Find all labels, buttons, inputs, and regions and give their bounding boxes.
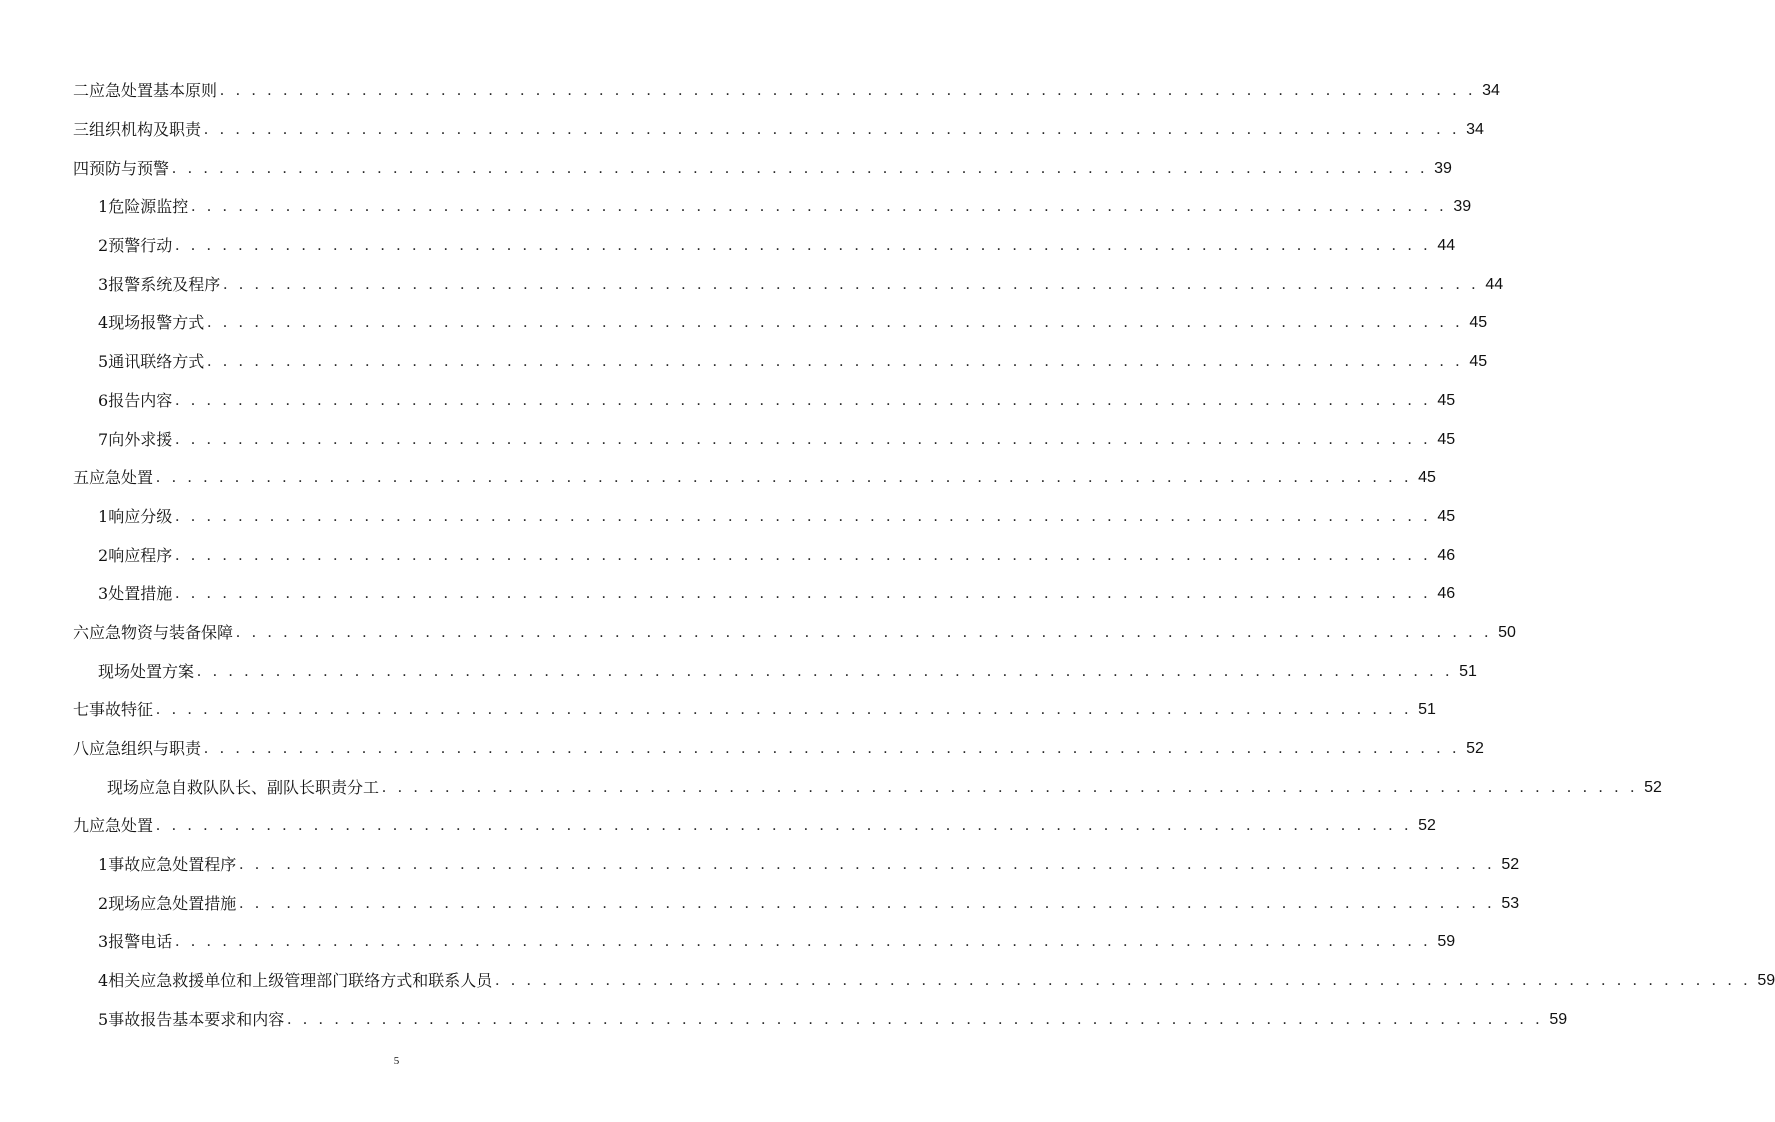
toc-entry-page: 59	[1549, 1010, 1568, 1028]
toc-entry-page: 46	[1437, 546, 1456, 564]
toc-entry-page: 51	[1418, 701, 1436, 719]
toc-entry-number: 1	[98, 506, 109, 526]
toc-entry-title: 报警电话	[108, 932, 173, 952]
dot-leader: . . . . . . . . . . . . . . . . . . . . . . . . . . . . . . . . . . . . . . . . . . . . . . . . . . . . . . . . . . . . . . . . . . . . . . . . . . . . . . . .	[175, 391, 1432, 409]
dot-leader: . . . . . . . . . . . . . . . . . . . . . . . . . . . . . . . . . . . . . . . . . . . . . . . . . . . . . . . . . . . . . . . . . . . . . . . . . . . . . . . .	[175, 507, 1432, 525]
toc-entry-page: 50	[1498, 623, 1516, 641]
toc-entry-page: 45	[1469, 314, 1488, 332]
toc-entry[interactable]	[0, 1001, 1568, 1040]
toc-entry-title: 应急物资与装备保障	[89, 622, 234, 642]
toc-entry-title: 危险源监控	[108, 197, 189, 217]
toc-entry-title: 相关应急救援单位和上级管理部门联络方式和联系人员	[108, 971, 493, 991]
page-number: 5	[393, 1055, 400, 1067]
toc-entry-title: 报告内容	[108, 390, 173, 410]
toc-entry[interactable]	[0, 459, 1436, 498]
toc-entry-title: 事故报告基本要求和内容	[108, 1009, 285, 1029]
toc-entry-page: 45	[1418, 469, 1436, 487]
dot-leader: . . . . . . . . . . . . . . . . . . . . . . . . . . . . . . . . . . . . . . . . . . . . . . . . . . . . . . . . . . . . . . . . . . . . . . . . . . . . . . . .	[207, 353, 1464, 371]
toc-entry-page: 44	[1437, 237, 1456, 255]
toc-entry-title: 应急处置基本原则	[89, 81, 218, 101]
toc-entry[interactable]	[0, 691, 1436, 730]
toc-entry-page: 59	[1757, 972, 1775, 990]
toc-entry[interactable]	[0, 382, 1456, 421]
toc-entry-number: 二	[73, 81, 90, 101]
toc-entry-page: 39	[1434, 159, 1452, 177]
dot-leader: . . . . . . . . . . . . . . . . . . . . . . . . . . . . . . . . . . . . . . . . . . . . . . . . . . . . . . . . . . . . . . . . . . . . . . . . . . . . . . . .	[223, 275, 1480, 293]
toc-entry-title: 应急组织与职责	[89, 739, 202, 759]
toc-entry-title: 组织机构及职责	[89, 120, 202, 140]
dot-leader: . . . . . . . . . . . . . . . . . . . . . . . . . . . . . . . . . . . . . . . . . . . . . . . . . . . . . . . . . . . . . . . . . . . . . . . . . . . . . . . .	[197, 662, 1454, 680]
toc-entry-title: 事故特征	[89, 700, 154, 720]
toc-entry-title: 应急处置	[89, 468, 154, 488]
toc-entry-page: 45	[1437, 430, 1456, 448]
toc-entry-number: 3	[98, 274, 109, 294]
dot-leader: . . . . . . . . . . . . . . . . . . . . . . . . . . . . . . . . . . . . . . . . . . . . . . . . . . . . . . . . . . . . . . . . . . . . . . . . . . . . . . . .	[207, 314, 1464, 332]
toc-entry-page: 51	[1459, 662, 1477, 680]
toc-entry-page: 52	[1418, 817, 1436, 835]
toc-entry-title: 现场处置方案	[98, 661, 195, 681]
toc-entry[interactable]	[0, 807, 1436, 846]
toc-entry-number: 2	[98, 893, 109, 913]
dot-leader: . . . . . . . . . . . . . . . . . . . . . . . . . . . . . . . . . . . . . . . . . . . . . . . . . . . . . . . . . . . . . . . . . . . . . . . . . . . . . . . .	[191, 198, 1448, 216]
toc-entry-number: 1	[98, 855, 109, 875]
toc-entry-page: 45	[1437, 507, 1456, 525]
toc-entry[interactable]	[0, 227, 1456, 266]
toc-entry-number: 2	[98, 545, 109, 565]
toc-entry[interactable]	[0, 884, 1520, 923]
toc-entry[interactable]	[0, 188, 1472, 227]
toc-entry-number: 七	[73, 700, 90, 720]
toc-entry-title: 事故应急处置程序	[108, 855, 237, 875]
dot-leader: . . . . . . . . . . . . . . . . . . . . . . . . . . . . . . . . . . . . . . . . . . . . . . . . . . . . . . . . . . . . . . . . . . . . . . . . . . . . . . . .	[204, 740, 1461, 758]
toc-entry-number: 3	[98, 584, 109, 604]
toc-entry-page: 34	[1466, 121, 1484, 139]
toc-entry-number: 四	[73, 158, 90, 178]
toc-entry[interactable]	[0, 962, 1775, 1001]
toc-entry[interactable]	[0, 498, 1456, 537]
toc-entry-page: 52	[1501, 856, 1520, 874]
toc-entry-title: 响应程序	[108, 545, 173, 565]
toc-entry-page: 46	[1437, 585, 1456, 603]
toc-entry-number: 三	[73, 120, 90, 140]
toc-entry[interactable]	[0, 149, 1452, 188]
toc-entry-number: 六	[73, 622, 90, 642]
dot-leader: . . . . . . . . . . . . . . . . . . . . . . . . . . . . . . . . . . . . . . . . . . . . . . . . . . . . . . . . . . . . . . . . . . . . . . . . . . . . . . . .	[220, 82, 1477, 100]
toc-entry-title: 现场应急处置措施	[108, 893, 237, 913]
toc-entry-page: 34	[1482, 82, 1500, 100]
toc-entry-number: 八	[73, 739, 90, 759]
toc-entry[interactable]	[0, 420, 1456, 459]
toc-entry-title: 响应分级	[108, 506, 173, 526]
toc-entry-title: 向外求援	[108, 429, 173, 449]
toc-entry-page: 53	[1501, 894, 1520, 912]
toc-entry-page: 52	[1644, 778, 1662, 796]
toc-entry-number: 4	[98, 971, 109, 991]
toc-entry-title: 现场应急自救队队长、副队长职责分工	[107, 777, 380, 797]
dot-leader: . . . . . . . . . . . . . . . . . . . . . . . . . . . . . . . . . . . . . . . . . . . . . . . . . . . . . . . . . . . . . . . . . . . . . . . . . . . . . . . .	[172, 159, 1429, 177]
toc-entry[interactable]	[0, 846, 1520, 885]
toc-entry[interactable]	[0, 730, 1484, 769]
toc-entry-page: 59	[1437, 933, 1456, 951]
toc-entry-number: 4	[98, 313, 109, 333]
dot-leader: . . . . . . . . . . . . . . . . . . . . . . . . . . . . . . . . . . . . . . . . . . . . . . . . . . . . . . . . . . . . . . . . . . . . . . . . . . . . . . . .	[382, 778, 1639, 796]
toc-entry[interactable]	[0, 343, 1488, 382]
toc-entry-number: 7	[98, 429, 109, 449]
toc-entry-number: 五	[73, 468, 90, 488]
toc-entry-title: 现场报警方式	[108, 313, 205, 333]
toc-entry[interactable]	[0, 72, 1500, 111]
toc-entry-number: 1	[98, 197, 109, 217]
toc-entry-title: 预防与预警	[89, 158, 170, 178]
dot-leader: . . . . . . . . . . . . . . . . . . . . . . . . . . . . . . . . . . . . . . . . . . . . . . . . . . . . . . . . . . . . . . . . . . . . . . . . . . . . . . . .	[175, 430, 1432, 448]
table-of-contents	[0, 72, 1775, 1039]
dot-leader: . . . . . . . . . . . . . . . . . . . . . . . . . . . . . . . . . . . . . . . . . . . . . . . . . . . . . . . . . . . . . . . . . . . . . . . . . . . . . . . .	[236, 623, 1493, 641]
toc-entry-title: 报警系统及程序	[108, 274, 221, 294]
dot-leader: . . . . . . . . . . . . . . . . . . . . . . . . . . . . . . . . . . . . . . . . . . . . . . . . . . . . . . . . . . . . . . . . . . . . . . . . . . . . . . . .	[175, 585, 1432, 603]
toc-entry-number: 6	[98, 390, 109, 410]
toc-entry-title: 通讯联络方式	[108, 352, 205, 372]
toc-entry-number: 2	[98, 236, 109, 256]
toc-entry-title: 预警行动	[108, 236, 173, 256]
dot-leader: . . . . . . . . . . . . . . . . . . . . . . . . . . . . . . . . . . . . . . . . . . . . . . . . . . . . . . . . . . . . . . . . . . . . . . . . . . . . . . . .	[204, 121, 1461, 139]
toc-entry[interactable]	[0, 614, 1516, 653]
toc-entry[interactable]	[0, 111, 1484, 150]
toc-entry[interactable]	[0, 304, 1488, 343]
toc-entry[interactable]	[0, 575, 1456, 614]
dot-leader: . . . . . . . . . . . . . . . . . . . . . . . . . . . . . . . . . . . . . . . . . . . . . . . . . . . . . . . . . . . . . . . . . . . . . . . . . . . . . . . .	[156, 817, 1413, 835]
toc-entry-title: 处置措施	[108, 584, 173, 604]
dot-leader: . . . . . . . . . . . . . . . . . . . . . . . . . . . . . . . . . . . . . . . . . . . . . . . . . . . . . . . . . . . . . . . . . . . . . . . . . . . . . . . .	[239, 856, 1496, 874]
toc-entry-number: 九	[73, 816, 90, 836]
toc-entry-title: 应急处置	[89, 816, 154, 836]
toc-entry[interactable]	[0, 536, 1456, 575]
dot-leader: . . . . . . . . . . . . . . . . . . . . . . . . . . . . . . . . . . . . . . . . . . . . . . . . . . . . . . . . . . . . . . . . . . . . . . . . . . . . . . . .	[156, 469, 1413, 487]
toc-entry[interactable]	[0, 652, 1477, 691]
dot-leader: . . . . . . . . . . . . . . . . . . . . . . . . . . . . . . . . . . . . . . . . . . . . . . . . . . . . . . . . . . . . . . . . . . . . . . . . . . . . . . . .	[175, 933, 1432, 951]
dot-leader: . . . . . . . . . . . . . . . . . . . . . . . . . . . . . . . . . . . . . . . . . . . . . . . . . . . . . . . . . . . . . . . . . . . . . . . . . . . . . . . .	[175, 546, 1432, 564]
toc-entry-page: 44	[1485, 275, 1504, 293]
toc-entry-page: 45	[1437, 391, 1456, 409]
toc-entry-number: 5	[98, 352, 109, 372]
toc-entry-number: 5	[98, 1009, 109, 1029]
toc-entry[interactable]	[0, 768, 1662, 807]
toc-entry[interactable]	[0, 923, 1456, 962]
dot-leader: . . . . . . . . . . . . . . . . . . . . . . . . . . . . . . . . . . . . . . . . . . . . . . . . . . . . . . . . . . . . . . . . . . . . . . . . . . . . . . . .	[495, 972, 1752, 990]
toc-entry-page: 39	[1453, 198, 1472, 216]
dot-leader: . . . . . . . . . . . . . . . . . . . . . . . . . . . . . . . . . . . . . . . . . . . . . . . . . . . . . . . . . . . . . . . . . . . . . . . . . . . . . . . .	[175, 237, 1432, 255]
toc-entry[interactable]	[0, 265, 1504, 304]
toc-entry-page: 52	[1466, 740, 1484, 758]
toc-entry-page: 45	[1469, 353, 1488, 371]
dot-leader: . . . . . . . . . . . . . . . . . . . . . . . . . . . . . . . . . . . . . . . . . . . . . . . . . . . . . . . . . . . . . . . . . . . . . . . . . . . . . . . .	[156, 701, 1413, 719]
toc-entry-number: 3	[98, 932, 109, 952]
dot-leader: . . . . . . . . . . . . . . . . . . . . . . . . . . . . . . . . . . . . . . . . . . . . . . . . . . . . . . . . . . . . . . . . . . . . . . . . . . . . . . . .	[287, 1010, 1544, 1028]
dot-leader: . . . . . . . . . . . . . . . . . . . . . . . . . . . . . . . . . . . . . . . . . . . . . . . . . . . . . . . . . . . . . . . . . . . . . . . . . . . . . . . .	[239, 894, 1496, 912]
